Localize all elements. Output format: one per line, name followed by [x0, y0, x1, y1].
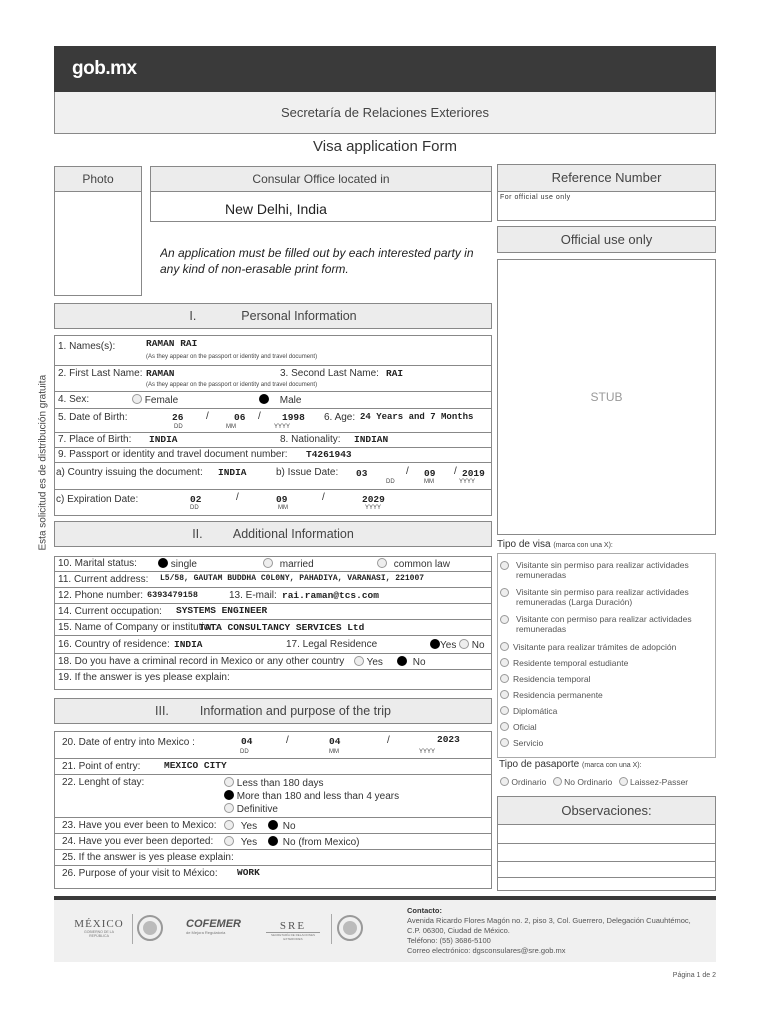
- section-additional-header: [54, 521, 492, 547]
- occupation-value: SYSTEMS ENGINEER: [176, 605, 268, 616]
- passport-row[interactable]: [54, 448, 492, 463]
- contact-phone: Teléfono: (55) 3686-5100: [407, 936, 491, 945]
- radio-no-ordinario[interactable]: [553, 777, 562, 786]
- dob-dd: 26: [172, 412, 184, 423]
- last-note: (As they appear on the passport or identity and travel document): [146, 382, 318, 388]
- gob-mx-logo: gob.mx: [72, 58, 137, 79]
- radio-stay-1[interactable]: [224, 777, 234, 787]
- page-number: Página 1 de 2: [672, 972, 716, 979]
- dob-label: 5. Date of Birth:: [58, 412, 128, 423]
- exp-mm: 09: [276, 494, 288, 505]
- radio-single[interactable]: [158, 558, 168, 568]
- visa-option-5[interactable]: Residente temporal estudiante: [500, 658, 710, 668]
- section-trip-header: [54, 698, 492, 724]
- visa-option-7[interactable]: Residencia permanente: [500, 690, 710, 700]
- marital-common-law-option[interactable]: common law: [377, 558, 450, 570]
- entry-date-row[interactable]: [54, 731, 492, 759]
- photo-label: Photo: [54, 166, 142, 192]
- radio-deported-yes[interactable]: [224, 836, 234, 846]
- section-number: I.: [189, 309, 197, 323]
- occupation-label: 14. Current occupation:: [58, 606, 162, 617]
- dob-row[interactable]: [54, 409, 492, 433]
- purpose-value: WORK: [237, 867, 260, 878]
- age-value: 24 Years and 7 Months: [360, 412, 474, 422]
- radio-male[interactable]: [259, 394, 269, 404]
- residence-value: INDIA: [174, 639, 203, 650]
- entry-dd: 04: [241, 736, 253, 747]
- instruction-text: An application must be filled out by each interested party in any kind of non-erasable print form.: [160, 246, 474, 276]
- stay-option-2[interactable]: More than 180 and less than 4 years: [224, 790, 399, 802]
- radio-been-no[interactable]: [268, 820, 278, 830]
- pob-label: 7. Place of Birth:: [58, 434, 132, 445]
- company-label: 15. Name of Company or institution:: [58, 622, 218, 633]
- first-last-label: 2. First Last Name:: [58, 368, 143, 379]
- point-of-entry-row[interactable]: [54, 759, 492, 775]
- logo-divider: [331, 914, 332, 944]
- phone-value: 6393479158: [147, 590, 199, 600]
- footer: [54, 900, 716, 962]
- explain-row[interactable]: [54, 670, 492, 690]
- entry-mm: 04: [329, 736, 341, 747]
- visa-option-1[interactable]: Visitante sin permiso para realizar actividades remuneradas: [500, 560, 710, 580]
- passport-value: T4261943: [306, 449, 352, 460]
- radio-visa-4[interactable]: [500, 642, 509, 651]
- address-label: 11. Current address:: [58, 574, 149, 585]
- form-title: Visa application Form: [313, 138, 457, 155]
- purpose-label: 26. Purpose of your visit to México:: [62, 868, 218, 879]
- visa-option-8[interactable]: Diplomática: [500, 706, 710, 716]
- entry-yyyy-hint: YYYY: [419, 749, 436, 755]
- names-note: (As they appear on the passport or identity and travel document): [146, 354, 318, 360]
- stub-box: [497, 259, 716, 535]
- first-last-value: RAMAN: [146, 368, 175, 379]
- photo-box[interactable]: [54, 191, 142, 296]
- visa-option-3[interactable]: Visitante con permiso para realizar actividades remuneradas: [500, 614, 710, 634]
- sex-male-option[interactable]: Male: [259, 394, 301, 406]
- exp-dd-hint: DD: [190, 505, 199, 511]
- visa-option-10[interactable]: Servicio: [500, 738, 710, 748]
- stub-label: STUB: [590, 390, 623, 404]
- tipo-visa-label: Tipo de visa: [497, 539, 551, 550]
- contact-label: Contacto:: [407, 906, 442, 915]
- last-names-row[interactable]: [54, 366, 492, 392]
- pob-row[interactable]: [54, 433, 492, 448]
- radio-visa-9[interactable]: [500, 722, 509, 731]
- country-issue-value: INDIA: [218, 467, 247, 478]
- stay-option-1[interactable]: Less than 180 days: [224, 777, 324, 789]
- radio-legal-no[interactable]: [459, 639, 469, 649]
- sre-logo: SRE SECRETARÍA DE RELACIONES EXTERIORES: [266, 920, 320, 941]
- radio-criminal-yes[interactable]: [354, 656, 364, 666]
- stay-label: 22. Lenght of stay:: [62, 777, 145, 788]
- sex-label: 4. Sex:: [58, 394, 90, 405]
- section-number: III.: [155, 704, 169, 718]
- tipo-pasaporte-heading: [499, 759, 642, 770]
- observaciones-label: Observaciones:: [497, 796, 716, 825]
- age-label: 6. Age:: [324, 412, 356, 423]
- occupation-row[interactable]: [54, 604, 492, 620]
- criminal-row: [54, 654, 492, 670]
- country-issue-label: a) Country issuing the document:: [56, 467, 203, 478]
- company-value: TATA CONSULTANCY SERVICES Ltd: [199, 622, 365, 633]
- header-bar: [54, 46, 716, 92]
- section-title: Information and purpose of the trip: [199, 704, 391, 718]
- radio-married[interactable]: [263, 558, 273, 568]
- seal-icon: [136, 914, 164, 945]
- criminal-yes-option[interactable]: Yes: [354, 656, 383, 668]
- observaciones-box[interactable]: [497, 825, 716, 891]
- nationality-label: 8. Nationality:: [280, 434, 341, 445]
- marital-label: 10. Marital status:: [58, 558, 137, 569]
- point-of-entry-value: MEXICO CITY: [164, 760, 227, 771]
- criminal-label: 18. Do you have a criminal record in Mexico or any other country: [58, 656, 345, 667]
- second-last-value: RAI: [386, 368, 404, 379]
- radio-visa-7[interactable]: [500, 690, 509, 699]
- been-to-mexico-row: [54, 818, 492, 834]
- radio-visa-2[interactable]: [500, 588, 509, 597]
- issue-yyyy-hint: YYYY: [459, 479, 476, 485]
- exp-slash-1: /: [236, 492, 239, 503]
- section-title: Additional Information: [232, 527, 354, 541]
- contact-address-line2: C.P. 06300, Ciudad de México.: [407, 926, 510, 935]
- pasaporte-no-ordinario[interactable]: No Ordinario: [553, 777, 613, 787]
- deported-no-option[interactable]: No (from Mexico): [268, 836, 359, 848]
- legal-no-option[interactable]: No: [459, 639, 485, 651]
- visa-option-9[interactable]: Oficial: [500, 722, 710, 732]
- observaciones-line: [497, 843, 716, 844]
- tipo-visa-heading: [497, 539, 613, 550]
- dob-dd-hint: DD: [174, 424, 183, 430]
- names-label: 1. Names(s):: [58, 341, 116, 352]
- dob-slash-2: /: [258, 411, 261, 422]
- radio-been-yes[interactable]: [224, 820, 234, 830]
- legal-residence-label: 17. Legal Residence: [286, 639, 378, 650]
- expiration-label: c) Expiration Date:: [56, 494, 139, 505]
- pasaporte-ordinario[interactable]: Ordinario: [500, 777, 546, 787]
- issue-yyyy: 2019: [462, 468, 485, 479]
- section-personal-header: [54, 303, 492, 329]
- radio-legal-yes[interactable]: [430, 639, 440, 649]
- sex-female-option[interactable]: Female: [132, 394, 178, 406]
- issue-mm: 09: [424, 468, 436, 479]
- entry-slash-1: /: [286, 735, 289, 746]
- legal-yes-option[interactable]: Yes: [430, 639, 456, 651]
- radio-visa-6[interactable]: [500, 674, 509, 683]
- contact-email: Correo electrónico: dgsconsulares@sre.gob.mx: [407, 946, 566, 955]
- cofemer-logo: COFEMER de Mejora Regulatoria: [186, 918, 241, 935]
- tipo-pasaporte-label: Tipo de pasaporte: [499, 759, 580, 770]
- entry-dd-hint: DD: [240, 749, 249, 755]
- radio-stay-2[interactable]: [224, 790, 234, 800]
- expiration-row[interactable]: [54, 490, 492, 516]
- residence-label: 16. Country of residence:: [58, 639, 170, 650]
- residence-row[interactable]: [54, 636, 492, 654]
- address-row[interactable]: [54, 572, 492, 588]
- radio-deported-no[interactable]: [268, 836, 278, 846]
- marital-married-option[interactable]: married: [263, 558, 314, 570]
- radio-ordinario[interactable]: [500, 777, 509, 786]
- issue-slash-1: /: [406, 466, 409, 477]
- address-value: L5/58, GAUTAM BUDDHA C0L0NY, PAHADIYA, VARANASI, 221007: [160, 574, 425, 583]
- issue-date-label: b) Issue Date:: [276, 467, 339, 478]
- dob-mm: 06: [234, 412, 246, 423]
- entry-yyyy: 2023: [437, 734, 460, 745]
- deported-label: 24. Have you ever been deported:: [62, 836, 214, 847]
- dob-slash-1: /: [206, 411, 209, 422]
- section-number: II.: [192, 527, 203, 541]
- exp-dd: 02: [190, 494, 202, 505]
- second-last-label: 3. Second Last Name:: [280, 368, 379, 379]
- contact-address-line1: Avenida Ricardo Flores Magón no. 2, piso 3, Col. Guerrero, Delegación Cuauhtémoc,: [407, 916, 691, 925]
- visa-option-6[interactable]: Residencia temporal: [500, 674, 710, 684]
- tipo-visa-note: (marca con una X):: [553, 542, 613, 549]
- entry-mm-hint: MM: [329, 749, 339, 755]
- phone-label: 12. Phone number:: [58, 590, 144, 601]
- radio-stay-3[interactable]: [224, 803, 234, 813]
- email-label: 13. E-mail:: [229, 590, 277, 601]
- dob-yyyy-hint: YYYY: [274, 424, 291, 430]
- pasaporte-options: [500, 777, 716, 787]
- exp-slash-2: /: [322, 492, 325, 503]
- criminal-no-option[interactable]: No: [397, 656, 426, 668]
- names-value: RAMAN RAI: [146, 338, 198, 349]
- trip-explain-row[interactable]: [54, 850, 492, 866]
- radio-criminal-no[interactable]: [397, 656, 407, 666]
- purpose-row[interactable]: [54, 866, 492, 889]
- trip-explain-label: 25. If the answer is yes please explain:: [62, 852, 234, 863]
- secretaria-banner: Secretaría de Relaciones Exteriores: [54, 92, 716, 134]
- mexico-logo: MÉXICO GOBIERNO DE LA REPÚBLICA: [74, 918, 124, 938]
- entry-slash-2: /: [387, 735, 390, 746]
- radio-visa-5[interactable]: [500, 658, 509, 667]
- tipo-pasaporte-note: (marca con una X):: [582, 762, 642, 769]
- section-title: Personal Information: [241, 309, 357, 323]
- marital-row: [54, 556, 492, 572]
- passport-label: 9. Passport or identity and travel document number:: [58, 449, 288, 460]
- issue-row[interactable]: [54, 463, 492, 490]
- reference-field[interactable]: [497, 191, 716, 221]
- pob-value: INDIA: [149, 434, 178, 445]
- radio-visa-3[interactable]: [500, 615, 509, 624]
- deported-row: [54, 834, 492, 850]
- seal-icon: [336, 914, 364, 945]
- phone-email-row[interactable]: [54, 588, 492, 604]
- official-use-label: Official use only: [497, 226, 716, 253]
- deported-yes-option[interactable]: Yes: [224, 836, 257, 848]
- side-text: Esta solicitud es de distribución gratuita: [37, 374, 49, 551]
- issue-dd: 03: [356, 468, 368, 479]
- stay-option-3[interactable]: Definitive: [224, 803, 278, 815]
- observaciones-line: [497, 861, 716, 862]
- exp-yyyy-hint: YYYY: [365, 505, 382, 511]
- consular-value: New Delhi, India: [225, 201, 327, 217]
- reference-note: For official use only: [500, 194, 571, 201]
- explain-label: 19. If the answer is yes please explain:: [58, 672, 230, 683]
- visa-option-4[interactable]: Visitante para realizar trámites de adopción: [500, 642, 710, 652]
- logo-divider: [132, 914, 133, 944]
- marital-single-option[interactable]: single: [158, 558, 197, 570]
- pasaporte-laissez-passer[interactable]: Laissez-Passer: [619, 777, 688, 787]
- issue-slash-2: /: [454, 466, 457, 477]
- dob-yyyy: 1998: [282, 412, 305, 423]
- reference-label: Reference Number: [497, 164, 716, 192]
- company-row[interactable]: [54, 620, 492, 636]
- contact-block: [407, 906, 691, 956]
- entry-date-label: 20. Date of entry into Mexico :: [62, 737, 195, 748]
- radio-laissez-passer[interactable]: [619, 777, 628, 786]
- sex-row: [54, 392, 492, 409]
- email-value: rai.raman@tcs.com: [282, 590, 379, 601]
- been-to-mexico-label: 23. Have you ever been to Mexico:: [62, 820, 217, 831]
- radio-visa-8[interactable]: [500, 706, 509, 715]
- issue-mm-hint: MM: [424, 479, 434, 485]
- stay-row: [54, 775, 492, 818]
- dob-mm-hint: MM: [226, 424, 236, 430]
- been-no-option[interactable]: No: [268, 820, 296, 832]
- visa-option-2[interactable]: Visitante sin permiso para realizar actividades remuneradas (Larga Duración): [500, 587, 710, 607]
- point-of-entry-label: 21. Point of entry:: [62, 761, 141, 772]
- consular-field[interactable]: [150, 191, 492, 222]
- exp-mm-hint: MM: [278, 505, 288, 511]
- names-row[interactable]: [54, 335, 492, 366]
- radio-visa-10[interactable]: [500, 738, 509, 747]
- been-yes-option[interactable]: Yes: [224, 820, 257, 832]
- nationality-value: INDIAN: [354, 434, 389, 445]
- radio-common-law[interactable]: [377, 558, 387, 568]
- issue-dd-hint: DD: [386, 479, 395, 485]
- observaciones-line: [497, 877, 716, 878]
- exp-yyyy: 2029: [362, 494, 385, 505]
- consular-label: Consular Office located in: [150, 166, 492, 192]
- radio-visa-1[interactable]: [500, 561, 509, 570]
- radio-female[interactable]: [132, 394, 142, 404]
